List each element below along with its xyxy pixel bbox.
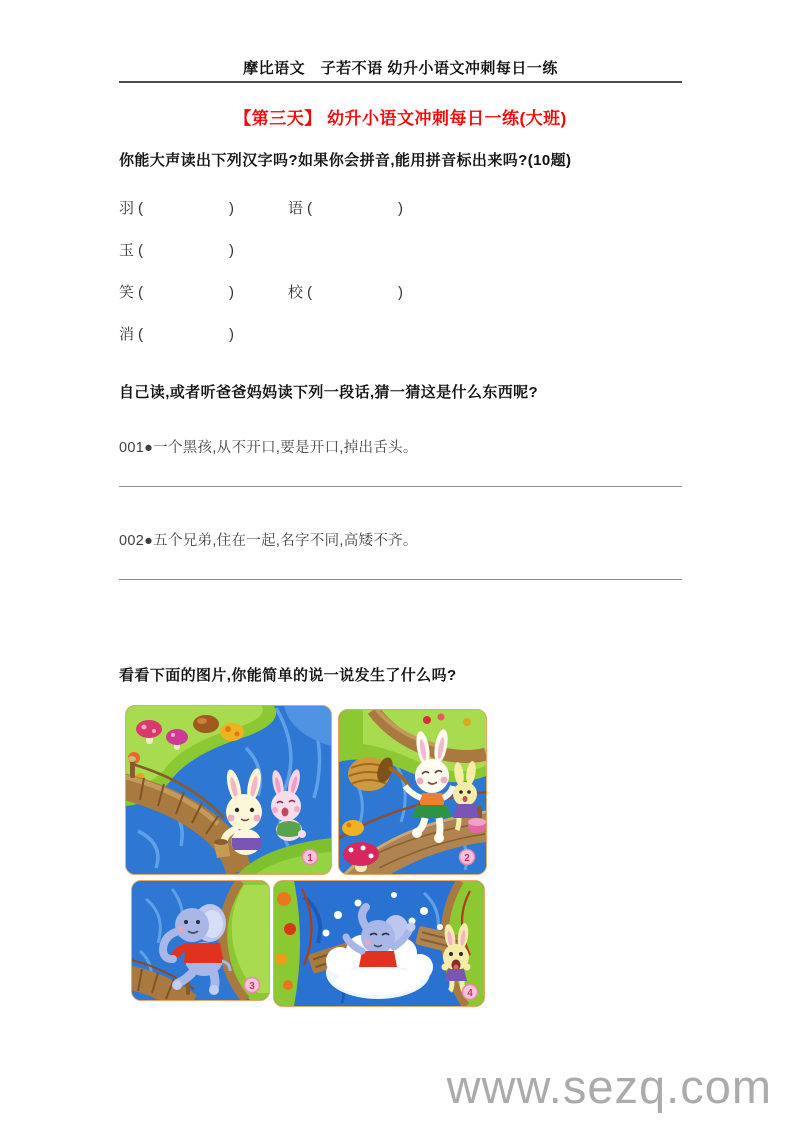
hanzi-row [119, 239, 682, 281]
story-panel-1 [125, 705, 332, 875]
story-panel-4 [273, 880, 485, 1007]
panel-1-number-badge [303, 850, 318, 865]
doc-title: 【第三天】 幼升小语文冲刺每日一练(大班) [234, 109, 567, 128]
divider [119, 579, 682, 580]
story-panel-grid [125, 705, 485, 1005]
picture-section-prompt: 看看下面的图片,你能简单的说一说发生了什么吗? [119, 667, 457, 684]
hanzi-cell: 语 ( ) [288, 200, 404, 217]
riddle-section-prompt: 自己读,或者听爸爸妈妈读下列一段话,猜一猜这是什么东西呢? [119, 384, 539, 401]
divider [119, 486, 682, 487]
panel-2-illustration [339, 710, 486, 874]
story-panel-2 [338, 709, 487, 875]
hanzi-cell: 玉 ( ) [119, 242, 235, 259]
page-header: 摩比语文 子若不语 幼升小语文冲刺每日一练 [243, 60, 558, 77]
panel-4-illustration [274, 881, 484, 1006]
riddle-item-002: 002●五个兄弟,住在一起,名字不同,高矮不齐。 [119, 533, 418, 549]
hanzi-row [119, 323, 682, 365]
panel-3-illustration [132, 881, 269, 1000]
hanzi-cell: 羽 ( ) [119, 200, 235, 217]
hanzi-cell: 笑 ( ) [119, 284, 235, 301]
riddle-item-001: 001●一个黑孩,从不开口,要是开口,掉出舌头。 [119, 440, 418, 456]
panel-3-number-badge [245, 978, 260, 993]
hanzi-row [119, 281, 682, 323]
header-rule [119, 81, 682, 83]
panel-2-number-badge [460, 850, 475, 865]
panel-1-illustration [126, 706, 331, 874]
svg-text:3: 3 [249, 981, 255, 992]
hanzi-section-prompt: 你能大声读出下列汉字吗?如果你会拼音,能用拼音标出来吗?(10题) [119, 152, 572, 169]
hanzi-cell: 校 ( ) [288, 284, 404, 301]
story-panel-3 [131, 880, 270, 1001]
svg-text:1: 1 [307, 853, 313, 864]
hanzi-rows [119, 197, 682, 365]
watermark: www.sezq.com [446, 1060, 772, 1113]
svg-text:4: 4 [467, 988, 473, 999]
svg-text:2: 2 [464, 853, 470, 864]
hanzi-cell: 消 ( ) [119, 326, 235, 343]
hanzi-row [119, 197, 682, 239]
panel-4-number-badge [463, 985, 478, 1000]
